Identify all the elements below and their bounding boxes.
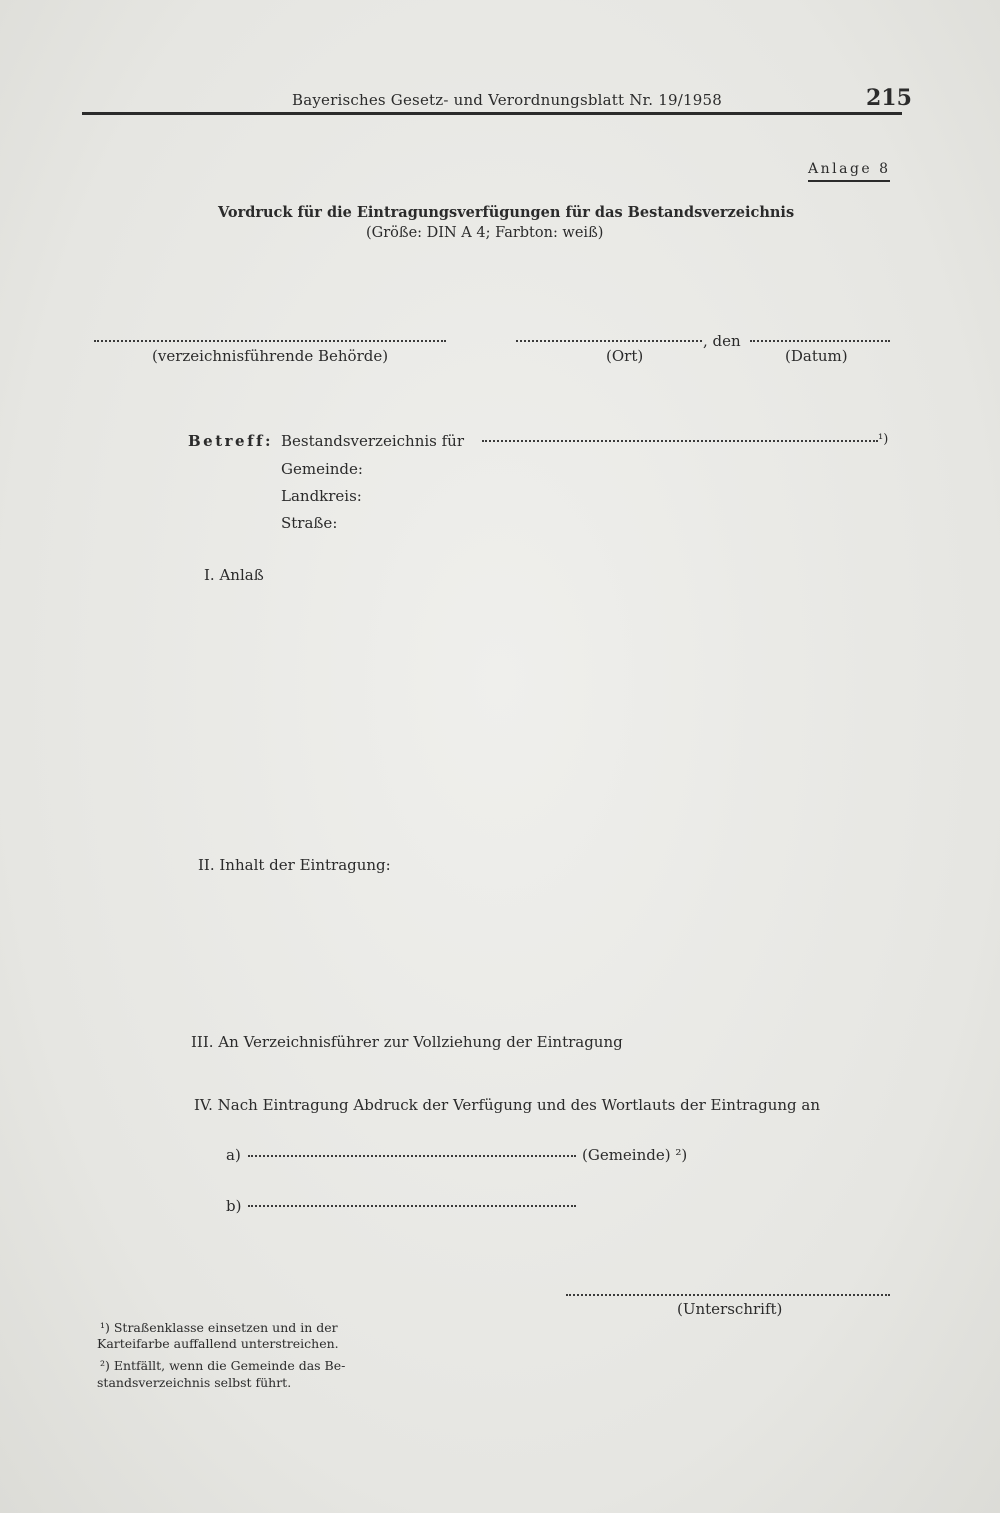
footnote-mark-1: ¹) [878,432,889,447]
section-4-heading: IV. Nach Eintragung Abdruck der Verfügung und des Wortlauts der Eintragung an [194,1096,820,1114]
header-title: Bayerisches Gesetz- und Verordnungsblatt Nr. 19/1958 [292,91,722,109]
footnote-1-line2: Karteifarbe auffallend unterstreichen. [97,1336,339,1351]
section-3-heading: III. An Verzeichnisführer zur Vollziehung der Eintragung [191,1033,623,1051]
subject-line1: Bestandsverzeichnis für [281,432,464,450]
annex-label: Anlage 8 [808,161,891,177]
date-label: (Datum) [785,347,848,365]
form-title: Vordruck für die Eintragungsverfügungen für das Bestandsverzeichnis [218,204,795,221]
signature-line [566,1294,890,1296]
recipient-b-line [248,1205,576,1207]
footnote-1-line1: ¹) Straßenklasse einsetzen und in der [100,1320,338,1335]
subject-fill-line [482,440,878,442]
footnote-2-line2: standsverzeichnis selbst führt. [97,1375,292,1390]
recipient-a-suffix: (Gemeinde) ²) [582,1146,688,1164]
section-1-heading: I. Anlaß [204,566,264,584]
street-label: Straße: [281,514,338,532]
authority-line [94,340,446,342]
signature-label: (Unterschrift) [677,1300,783,1318]
den-text: , den [703,332,741,350]
recipient-b-label: b) [226,1197,242,1215]
header-rule [82,112,902,115]
place-label: (Ort) [606,347,644,365]
subject-label: Betreff: [188,432,274,450]
section-2-heading: II. Inhalt der Eintragung: [198,856,391,874]
form-subtitle: (Größe: DIN A 4; Farbton: weiß) [366,225,604,241]
municipality-label: Gemeinde: [281,460,363,478]
authority-label: (verzeichnisführende Behörde) [152,347,389,365]
recipient-a-label: a) [226,1146,241,1164]
annex-underline [808,180,890,182]
place-line [516,340,702,342]
page-number: 215 [866,85,912,111]
district-label: Landkreis: [281,487,362,505]
footnote-2-line1: ²) Entfällt, wenn die Gemeinde das Be- [100,1358,346,1373]
date-line [750,340,890,342]
recipient-a-line [248,1155,576,1157]
